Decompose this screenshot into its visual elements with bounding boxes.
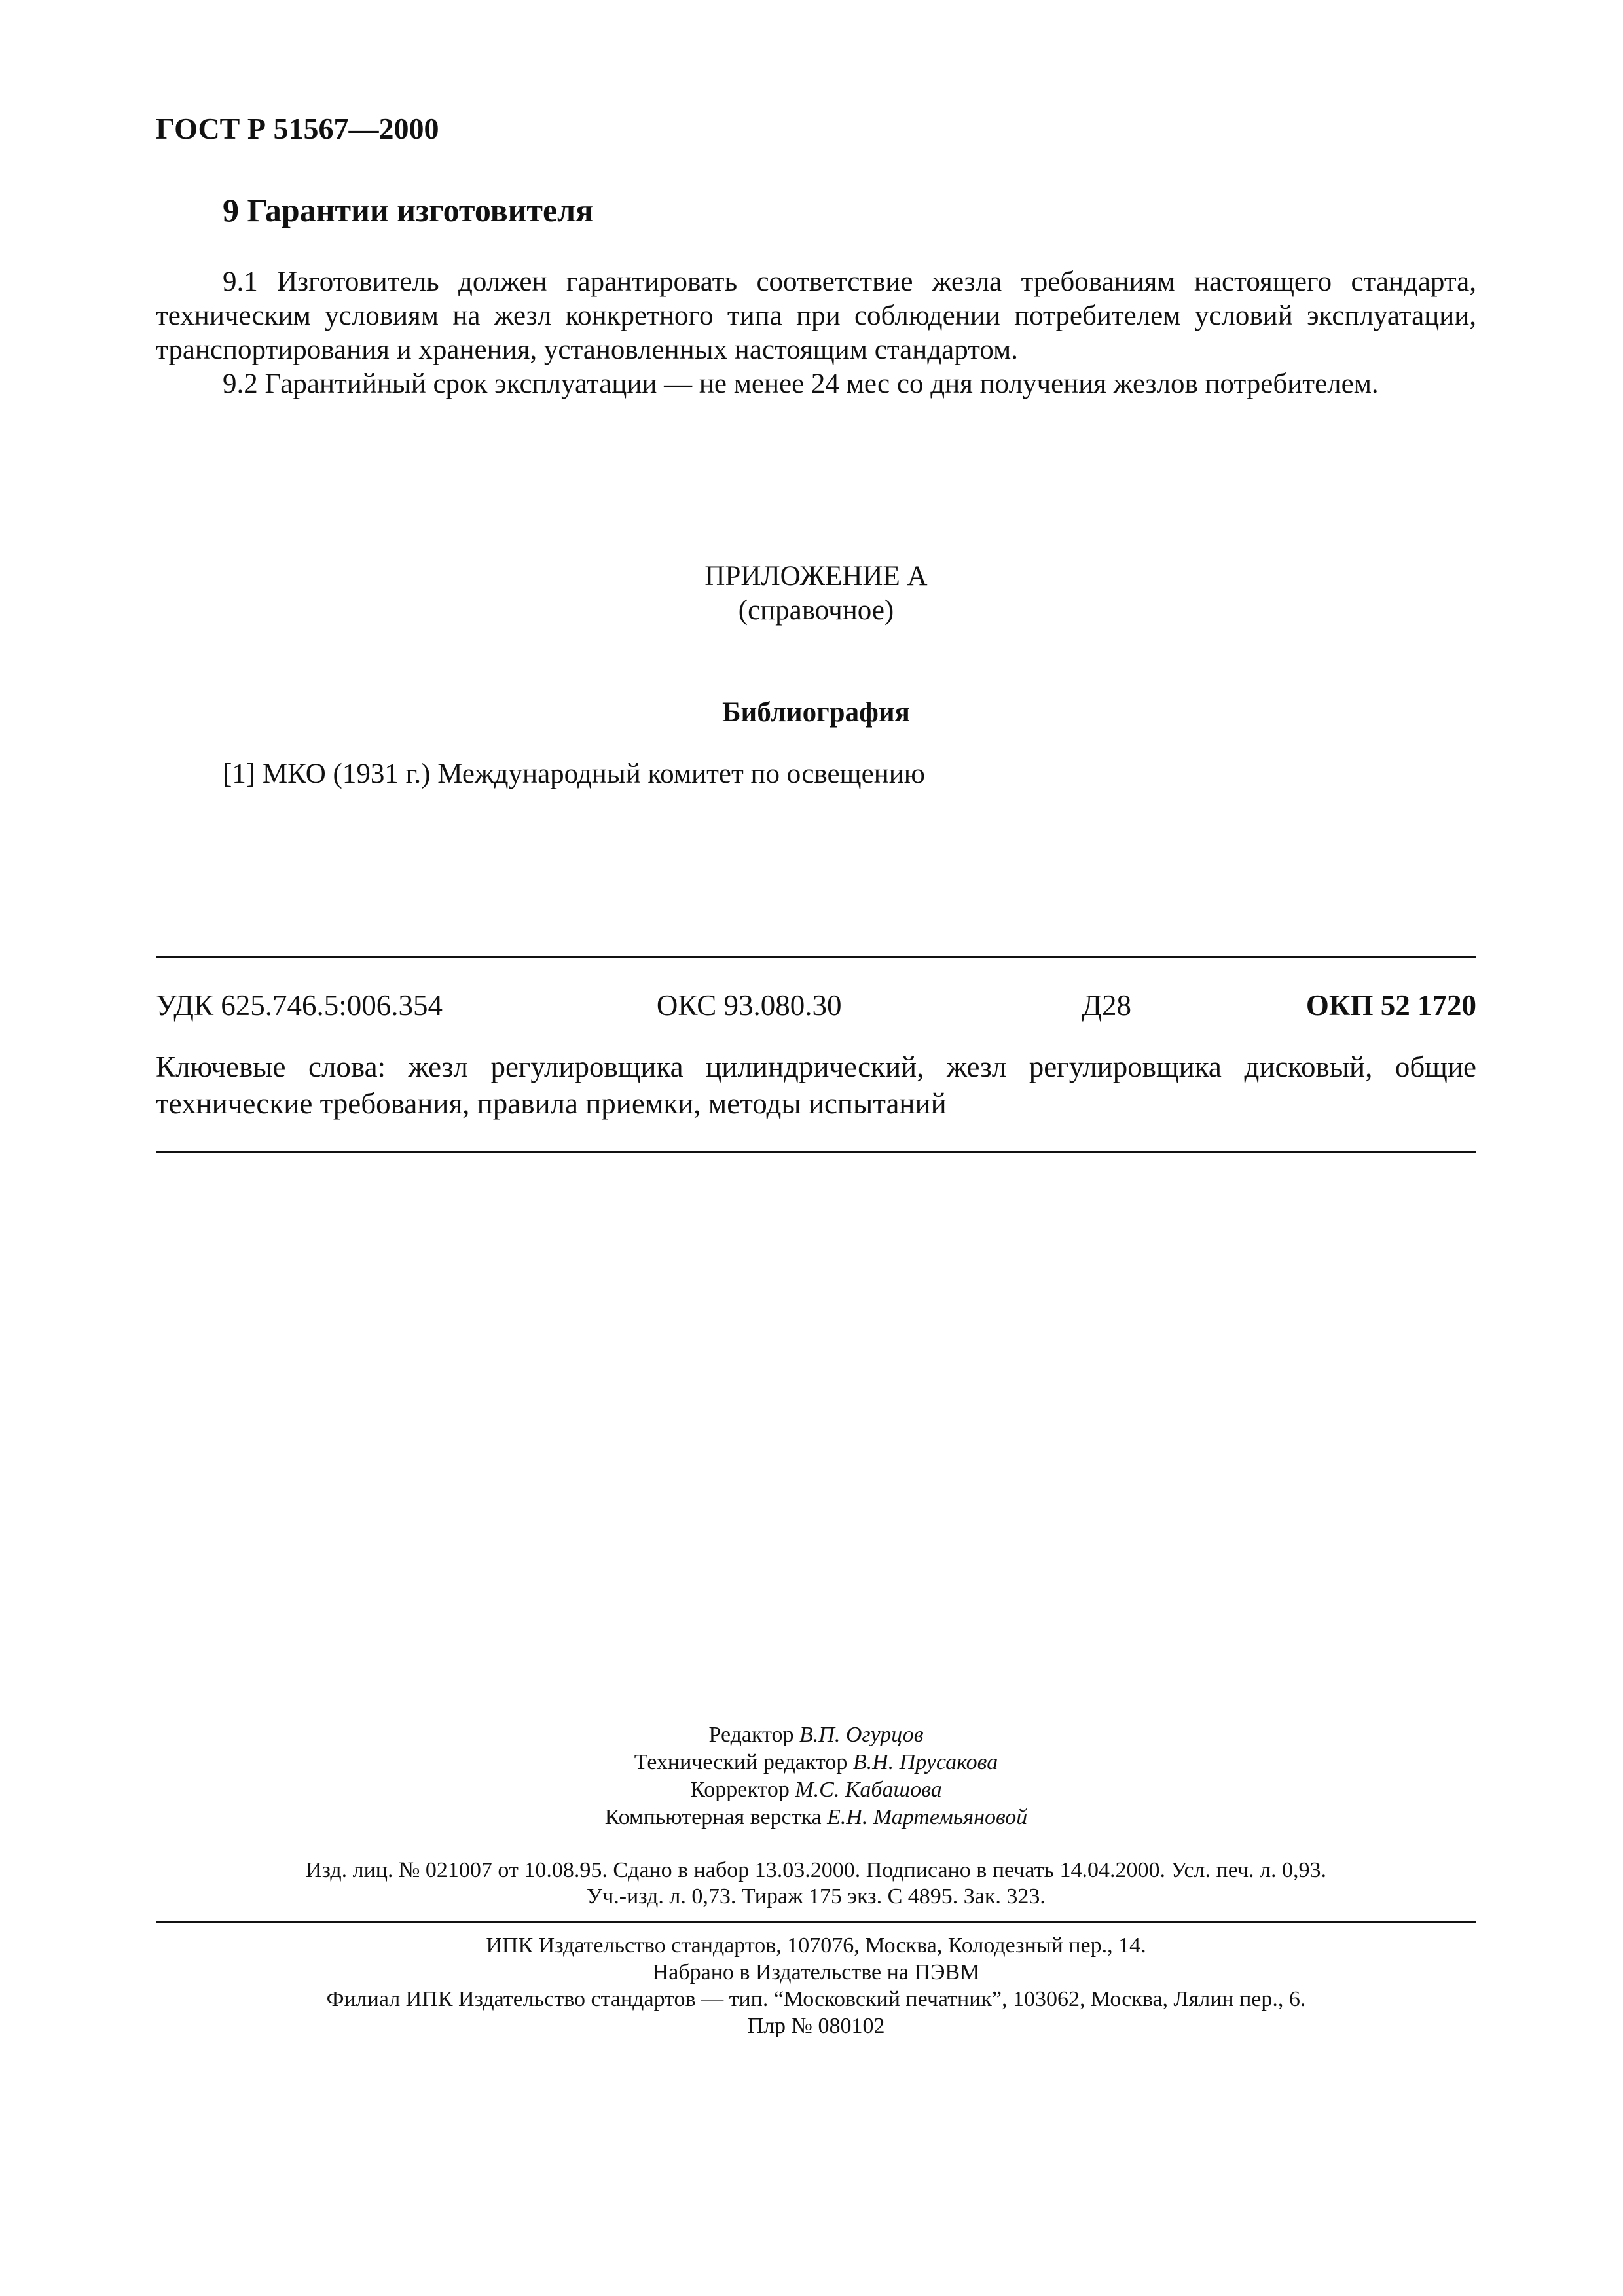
appendix-type: (справочное) <box>738 595 894 626</box>
imprint-line-1: ИПК Издательство стандартов, 107076, Москва, Колодезный пер., 14. <box>486 1933 1146 1958</box>
imprint-line-4: Плр № 080102 <box>747 2014 885 2038</box>
d-code: Д28 <box>1082 989 1132 1022</box>
okp-code: ОКП 52 1720 <box>1305 989 1476 1022</box>
paragraph-9-2: 9.2 Гарантийный срок эксплуатации — не менее 24 мес со дня получения жезлов потребителем. <box>223 368 1379 399</box>
section-title: 9 Гарантии изготовителя <box>223 192 594 228</box>
credit-tech-editor: Технический редактор В.Н. Прусакова <box>634 1750 998 1774</box>
appendix-label: ПРИЛОЖЕНИЕ А <box>704 561 928 592</box>
bibliography-entry: [1] МКО (1931 г.) Международный комитет по освещению <box>223 759 925 789</box>
publishing-info <box>156 1857 1476 1910</box>
imprint-line-2: Набрано в Издательстве на ПЭВМ <box>652 1960 980 1984</box>
bibliography-title: Библиография <box>722 697 910 728</box>
keywords: Ключевые слова: жезл регулировщика цилиндрический, жезл регулировщика дисковый, общие технические требования, правила приемки, методы испытаний <box>156 1050 1476 1120</box>
oks-code: ОКС 93.080.30 <box>656 989 842 1022</box>
divider-bottom <box>156 1921 1476 1923</box>
udk-code: УДК 625.746.5:006.354 <box>156 989 443 1022</box>
imprint-block <box>156 1932 1476 2039</box>
paragraph-9-1: 9.1 Изготовитель должен гарантировать соответствие жезла требованиям настоящего стандарта, техническим условиям на жезл конкретного типа при соблюдении потребителем условий эксплуатации, транспортирования и хранения, установленных настоящим стандартом. <box>156 266 1476 365</box>
appendix-heading <box>156 560 1476 628</box>
credit-editor: Редактор В.П. Огурцов <box>708 1723 924 1747</box>
publishing-line-2: Уч.-изд. л. 0,73. Тираж 175 экз. С 4895. Зак. 323. <box>587 1884 1046 1909</box>
standard-code-header: ГОСТ Р 51567—2000 <box>156 112 439 145</box>
divider-middle <box>156 1151 1476 1153</box>
imprint-line-3: Филиал ИПК Издательство стандартов — тип. “Московский печатник”, 103062, Москва, Лялин пер., 6. <box>326 1987 1306 2011</box>
classification-row <box>156 988 1476 1022</box>
credit-corrector: Корректор М.С. Кабашова <box>690 1778 942 1802</box>
divider-top <box>156 956 1476 958</box>
credits-block <box>156 1721 1476 1831</box>
publishing-line-1: Изд. лиц. № 021007 от 10.08.95. Сдано в набор 13.03.2000. Подписано в печать 14.04.2000. Усл. печ. л. 0,93. <box>305 1858 1327 1882</box>
credit-layout: Компьютерная верстка Е.Н. Мартемьяновой <box>604 1805 1028 1829</box>
